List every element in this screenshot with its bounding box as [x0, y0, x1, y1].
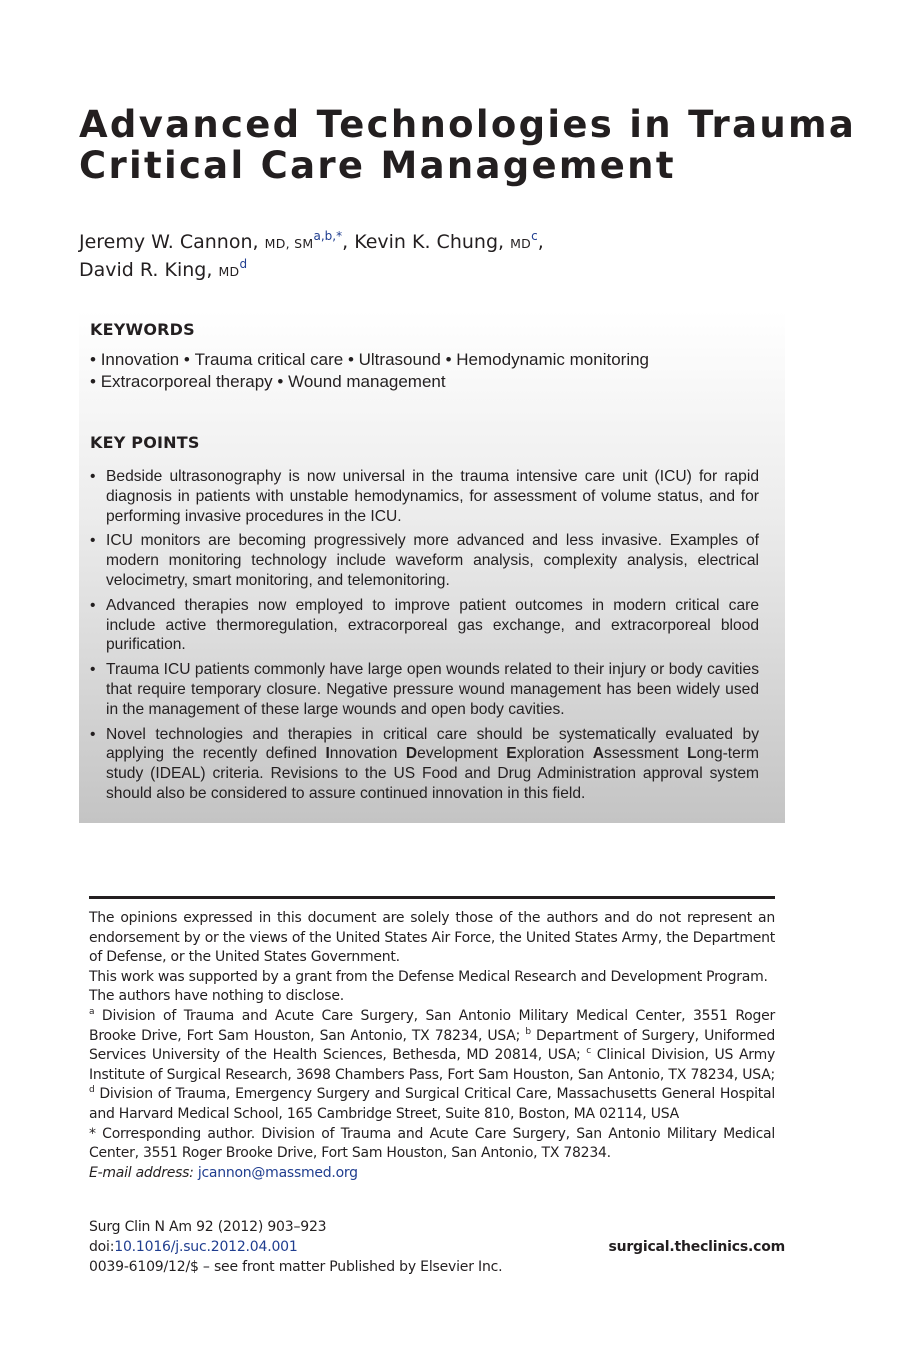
disclosure-note: The authors have nothing to disclose.: [89, 988, 344, 1005]
keyword-item: • Ultrasound: [348, 350, 446, 369]
key-point-item-ideal: [90, 725, 759, 804]
title-line-1: Advanced Technologies in Trauma: [79, 103, 857, 146]
author-list: Jeremy W. Cannon, MD, $SM^{a,b,*}$, Kevin K. Chung, $MD^c$, David R. King, $MD^d$: [79, 229, 544, 281]
footnote-divider: [89, 896, 775, 899]
aff-d-text: Division of Trauma, Emergency Surgery and Surgical Critical Care, Massachusetts General Hospital and Harvard Medical School, 165 Cambridge Street, Suite 810, Boston, MA 02114, USA: [89, 1086, 775, 1122]
author-3-degree: MD: [218, 264, 240, 279]
journal-website[interactable]: surgical.theclinics.com: [608, 1239, 785, 1255]
key-points-list: [90, 467, 759, 809]
ideal-letter-i: I: [325, 745, 330, 763]
keyword-item: • Wound management: [277, 372, 445, 391]
doi-label: doi:: [89, 1239, 115, 1255]
aff-a-text: Division of Trauma and Acute Care Surgery, San Antonio Military Medical Center, 3551 Roger Brooke Drive, Fort Sam Houston, San Antonio, TX 78234, USA;: [89, 1007, 775, 1044]
author-2-name: Kevin K. Chung,: [354, 231, 505, 253]
author-1-name: Jeremy W. Cannon,: [79, 231, 259, 253]
author-2-affiliation-link[interactable]: c: [531, 229, 538, 243]
article-title: [79, 103, 857, 187]
corresponding-author-note: * Corresponding author. Division of Trauma and Acute Care Surgery, San Antonio Military Medical Center, 3551 Roger Brooke Drive, Fort Sam Houston, San Antonio, TX 78234.: [89, 1125, 775, 1162]
ideal-letter-a: A: [592, 745, 605, 763]
ideal-word-development: evelopment: [417, 745, 507, 763]
key-point-item: • Bedside ultrasonography is now universal in the trauma intensive care unit (ICU) for rapid diagnosis in patients with unstable hemodynamics, for assessment of volume status, and for performing invasive procedures in the ICU.: [90, 467, 759, 526]
aff-a-marker: a: [89, 1006, 95, 1017]
issn-line: 0039-6109/12/$ – see front matter Published by Elsevier Inc.: [89, 1259, 503, 1275]
email-line: [89, 1164, 775, 1184]
key-point-item: • Trauma ICU patients commonly have large open wounds related to their injury or body cavities that require temporary closure. Negative pressure wound management has been widely used in the management of these large wounds and open body cavities.: [90, 660, 759, 719]
keyword-item: • Hemodynamic monitoring: [446, 350, 649, 369]
funding-note: This work was supported by a grant from the Defense Medical Research and Development Program.: [89, 968, 768, 985]
aff-c-marker: c: [586, 1046, 591, 1057]
email-label: E-mail address:: [89, 1164, 194, 1181]
keyword-item: • Innovation: [90, 350, 184, 369]
ideal-word-exploration: xploration: [516, 745, 593, 763]
author-2-degree: MD: [510, 236, 532, 251]
disclaimer-note: The opinions expressed in this document are solely those of the authors and do not represent an endorsement by or the views of the United States Air Force, the United States Army, the Department of Defense, or the United States Government.: [89, 910, 775, 966]
keywords-keypoints-box: [79, 310, 785, 823]
ideal-word-innovation: nnovation: [329, 745, 406, 763]
ideal-letter-d: D: [405, 745, 418, 763]
key-points-heading: KEY POINTS: [90, 433, 200, 452]
author-1-degree: MD, SM: [264, 236, 314, 251]
aff-b-marker: b: [525, 1026, 531, 1037]
footnotes: [89, 909, 775, 1183]
doi-link[interactable]: 10.1016/j.suc.2012.04.001: [114, 1239, 298, 1255]
aff-c-text: Clinical Division, US Army Institute of Surgical Research, 3698 Chambers Pass, Fort Sam Houston, San Antonio, TX 78234, USA;: [89, 1047, 775, 1083]
ideal-text-rest: ong-term study (IDEAL) criteria. Revisions to the US Food and Drug Administration approval system should also be considered to assure continued innovation in this field.: [106, 745, 759, 802]
author-1-affiliation-link[interactable]: a,b,*: [313, 229, 343, 243]
keyword-item: • Extracorporeal therapy: [90, 372, 277, 391]
email-link[interactable]: jcannon@massmed.org: [197, 1164, 358, 1181]
aff-d-marker: d: [89, 1085, 95, 1096]
journal-citation: Surg Clin N Am 92 (2012) 903–923: [89, 1219, 327, 1235]
affiliations-note: [89, 1007, 775, 1125]
citation-block: [89, 1217, 785, 1277]
keyword-item: • Trauma critical care: [184, 350, 348, 369]
author-3-affiliation-link[interactable]: d: [239, 257, 248, 271]
title-line-2: Critical Care Management: [79, 144, 676, 187]
key-point-item: • ICU monitors are becoming progressively more advanced and less invasive. Examples of modern monitoring technology include waveform analysis, complexity analysis, electrical velocimetry, smart monitoring, and telemonitoring.: [90, 531, 759, 590]
keywords-list: [90, 349, 770, 393]
aff-b-text: Department of Surgery, Uniformed Services University of the Health Sciences, Bethesda, MD 20814, USA;: [89, 1027, 775, 1064]
keywords-heading: KEYWORDS: [90, 320, 195, 339]
key-point-item: • Advanced therapies now employed to improve patient outcomes in modern critical care include active thermoregulation, extracorporeal gas exchange, and extracorporeal blood purification.: [90, 596, 759, 655]
ideal-letter-e: E: [506, 745, 517, 763]
ideal-text-intro: Novel technologies and therapies in critical care should be systematically evaluated by applying the recently defined: [106, 725, 759, 763]
ideal-letter-l: L: [687, 745, 697, 763]
ideal-word-assessment: ssessment: [604, 745, 688, 763]
author-3-name: David R. King,: [79, 259, 213, 281]
